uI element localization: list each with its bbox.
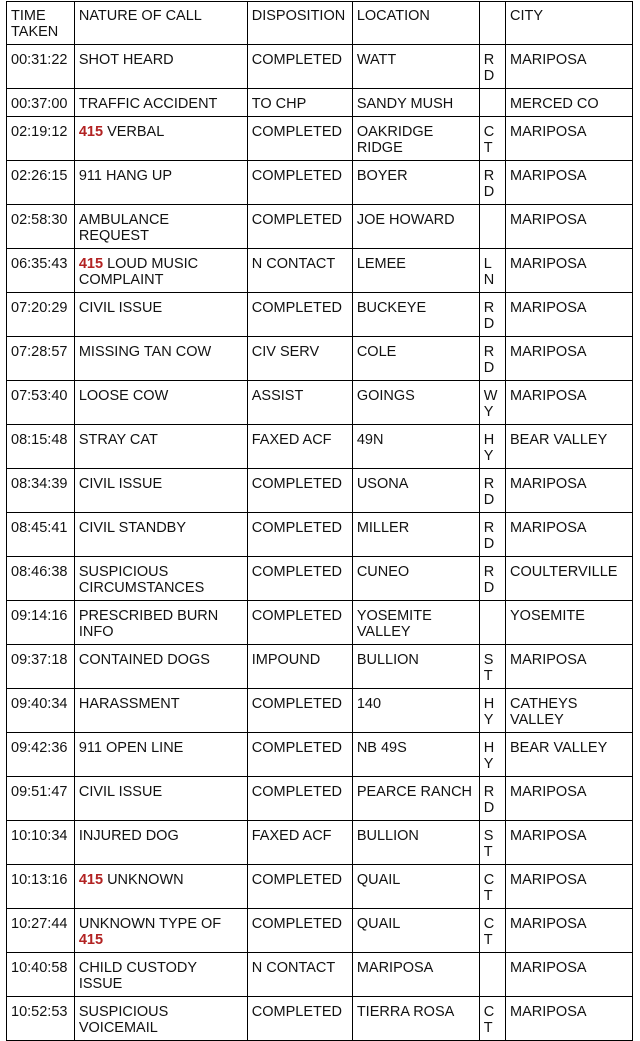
nature-text: 911 OPEN LINE <box>78 740 184 756</box>
cell-city: MARIPOSA <box>506 293 633 337</box>
cell-street-suffix: RD <box>479 513 505 557</box>
cell-city: MARIPOSA <box>506 337 633 381</box>
cell-location: YOSEMITE VALLEY <box>352 601 479 645</box>
header-row <box>7 2 633 45</box>
cell-location: MARIPOSA <box>352 953 479 997</box>
cell-street-suffix: RD <box>479 337 505 381</box>
table-row <box>7 953 633 997</box>
nature-text: CHILD CUSTODY ISSUE <box>78 960 197 992</box>
cell-time-taken: 02:19:12 <box>7 117 75 161</box>
nature-text: PRESCRIBED BURN INFO <box>78 608 219 640</box>
cell-street-suffix: CT <box>479 997 505 1041</box>
cell-time-taken: 10:52:53 <box>7 997 75 1041</box>
call-code: 415 <box>78 872 104 888</box>
call-code: 415 <box>78 256 104 272</box>
header-city: CITY <box>506 2 633 45</box>
nature-text: VERBAL <box>103 124 165 140</box>
cell-street-suffix: RD <box>479 777 505 821</box>
cell-city: MARIPOSA <box>506 249 633 293</box>
cell-location: PEARCE RANCH <box>352 777 479 821</box>
table-row <box>7 205 633 249</box>
cell-time-taken: 07:53:40 <box>7 381 75 425</box>
cell-nature-of-call <box>74 117 247 161</box>
table-row <box>7 821 633 865</box>
cell-street-suffix: RD <box>479 469 505 513</box>
cell-disposition: COMPLETED <box>247 117 352 161</box>
cell-city: COULTERVILLE <box>506 557 633 601</box>
cell-nature-of-call <box>74 777 247 821</box>
table-row <box>7 909 633 953</box>
table-row <box>7 337 633 381</box>
call-code: 415 <box>78 124 104 140</box>
cell-nature-of-call <box>74 601 247 645</box>
cell-time-taken: 00:31:22 <box>7 45 75 89</box>
nature-text: CONTAINED DOGS <box>78 652 210 668</box>
cell-location: GOINGS <box>352 381 479 425</box>
cell-time-taken: 07:28:57 <box>7 337 75 381</box>
cell-location: CUNEO <box>352 557 479 601</box>
table-row <box>7 997 633 1041</box>
cell-city: MARIPOSA <box>506 645 633 689</box>
nature-text: LOOSE COW <box>78 388 169 404</box>
cell-city: MARIPOSA <box>506 865 633 909</box>
cell-street-suffix: LN <box>479 249 505 293</box>
cell-street-suffix: RD <box>479 161 505 205</box>
cell-city: MARIPOSA <box>506 381 633 425</box>
cell-location: NB 49S <box>352 733 479 777</box>
cell-city: MARIPOSA <box>506 469 633 513</box>
header-time-taken: TIME TAKEN <box>7 2 75 45</box>
cell-street-suffix <box>479 953 505 997</box>
cell-street-suffix: RD <box>479 557 505 601</box>
cell-nature-of-call <box>74 557 247 601</box>
nature-text: CIVIL ISSUE <box>78 300 163 316</box>
table-row <box>7 45 633 89</box>
cell-time-taken: 08:34:39 <box>7 469 75 513</box>
cell-city: MARIPOSA <box>506 909 633 953</box>
table-row <box>7 865 633 909</box>
nature-text: TRAFFIC ACCIDENT <box>78 96 218 112</box>
cell-time-taken: 10:40:58 <box>7 953 75 997</box>
table-row <box>7 645 633 689</box>
table-row <box>7 381 633 425</box>
cell-disposition: COMPLETED <box>247 469 352 513</box>
header-suffix <box>479 2 505 45</box>
cell-location: BUCKEYE <box>352 293 479 337</box>
cell-time-taken: 00:37:00 <box>7 89 75 117</box>
cell-location: 140 <box>352 689 479 733</box>
cell-location: COLE <box>352 337 479 381</box>
cell-nature-of-call <box>74 381 247 425</box>
cell-city: MARIPOSA <box>506 205 633 249</box>
nature-text: SUSPICIOUS CIRCUMSTANCES <box>78 564 205 596</box>
nature-text: STRAY CAT <box>78 432 158 448</box>
table-row <box>7 249 633 293</box>
table-row <box>7 557 633 601</box>
cell-nature-of-call <box>74 89 247 117</box>
cell-nature-of-call <box>74 909 247 953</box>
cell-disposition: ASSIST <box>247 381 352 425</box>
cell-disposition: TO CHP <box>247 89 352 117</box>
cell-city: MARIPOSA <box>506 45 633 89</box>
nature-text: SHOT HEARD <box>78 52 174 68</box>
nature-text: UNKNOWN TYPE OF <box>78 916 222 932</box>
nature-text: CIVIL ISSUE <box>78 476 163 492</box>
cell-disposition: COMPLETED <box>247 601 352 645</box>
cell-nature-of-call <box>74 161 247 205</box>
cell-street-suffix: RD <box>479 45 505 89</box>
cell-time-taken: 09:51:47 <box>7 777 75 821</box>
cell-time-taken: 09:42:36 <box>7 733 75 777</box>
cell-disposition: N CONTACT <box>247 249 352 293</box>
cell-street-suffix <box>479 89 505 117</box>
cell-nature-of-call <box>74 45 247 89</box>
cell-city: MARIPOSA <box>506 777 633 821</box>
cell-nature-of-call <box>74 645 247 689</box>
cell-street-suffix: RD <box>479 293 505 337</box>
cell-time-taken: 08:46:38 <box>7 557 75 601</box>
cell-city: YOSEMITE <box>506 601 633 645</box>
cell-disposition: COMPLETED <box>247 865 352 909</box>
cell-street-suffix: CT <box>479 117 505 161</box>
cell-city: MARIPOSA <box>506 513 633 557</box>
cell-location: BULLION <box>352 821 479 865</box>
nature-text: HARASSMENT <box>78 696 180 712</box>
cell-street-suffix: HY <box>479 425 505 469</box>
cell-time-taken: 09:37:18 <box>7 645 75 689</box>
cell-street-suffix: HY <box>479 733 505 777</box>
cell-nature-of-call <box>74 249 247 293</box>
cell-location: WATT <box>352 45 479 89</box>
cell-disposition: COMPLETED <box>247 557 352 601</box>
cell-location: QUAIL <box>352 909 479 953</box>
cell-city: CATHEYS VALLEY <box>506 689 633 733</box>
cell-city: MARIPOSA <box>506 117 633 161</box>
cell-location: MILLER <box>352 513 479 557</box>
cell-disposition: FAXED ACF <box>247 425 352 469</box>
cell-time-taken: 10:27:44 <box>7 909 75 953</box>
cell-time-taken: 02:58:30 <box>7 205 75 249</box>
cell-disposition: COMPLETED <box>247 205 352 249</box>
cell-nature-of-call <box>74 865 247 909</box>
cell-disposition: COMPLETED <box>247 293 352 337</box>
cell-location: OAKRIDGE RIDGE <box>352 117 479 161</box>
cell-disposition: COMPLETED <box>247 689 352 733</box>
cell-time-taken: 10:10:34 <box>7 821 75 865</box>
table-row <box>7 469 633 513</box>
cell-time-taken: 09:14:16 <box>7 601 75 645</box>
cell-disposition: COMPLETED <box>247 733 352 777</box>
nature-text: UNKNOWN <box>103 872 184 888</box>
cell-time-taken: 02:26:15 <box>7 161 75 205</box>
nature-text: 911 HANG UP <box>78 168 173 184</box>
header-disposition: DISPOSITION <box>247 2 352 45</box>
cell-time-taken: 09:40:34 <box>7 689 75 733</box>
cell-disposition: COMPLETED <box>247 45 352 89</box>
cell-city: BEAR VALLEY <box>506 425 633 469</box>
cell-nature-of-call <box>74 997 247 1041</box>
table-row <box>7 513 633 557</box>
call-log-body <box>7 45 633 1041</box>
cell-street-suffix: CT <box>479 909 505 953</box>
cell-disposition: IMPOUND <box>247 645 352 689</box>
table-row <box>7 89 633 117</box>
cell-nature-of-call <box>74 425 247 469</box>
cell-street-suffix <box>479 205 505 249</box>
cell-nature-of-call <box>74 205 247 249</box>
cell-street-suffix: ST <box>479 645 505 689</box>
cell-disposition: COMPLETED <box>247 909 352 953</box>
cell-disposition: COMPLETED <box>247 997 352 1041</box>
cell-disposition: COMPLETED <box>247 513 352 557</box>
cell-city: MERCED CO <box>506 89 633 117</box>
cell-disposition: N CONTACT <box>247 953 352 997</box>
table-row <box>7 733 633 777</box>
header-location: LOCATION <box>352 2 479 45</box>
table-row <box>7 161 633 205</box>
cell-location: TIERRA ROSA <box>352 997 479 1041</box>
nature-text: INJURED DOG <box>78 828 179 844</box>
cell-street-suffix: ST <box>479 821 505 865</box>
table-row <box>7 293 633 337</box>
cell-street-suffix: CT <box>479 865 505 909</box>
cell-disposition: COMPLETED <box>247 161 352 205</box>
cell-city: MARIPOSA <box>506 953 633 997</box>
cell-time-taken: 08:15:48 <box>7 425 75 469</box>
cell-nature-of-call <box>74 821 247 865</box>
table-row <box>7 425 633 469</box>
cell-location: USONA <box>352 469 479 513</box>
call-log-table <box>6 1 633 1041</box>
cell-location: LEMEE <box>352 249 479 293</box>
cell-time-taken: 10:13:16 <box>7 865 75 909</box>
nature-text: MISSING TAN COW <box>78 344 212 360</box>
cell-nature-of-call <box>74 513 247 557</box>
cell-nature-of-call <box>74 469 247 513</box>
cell-nature-of-call <box>74 293 247 337</box>
cell-disposition: FAXED ACF <box>247 821 352 865</box>
table-row <box>7 777 633 821</box>
nature-text: CIVIL STANDBY <box>78 520 187 536</box>
call-code: 415 <box>78 932 104 948</box>
cell-street-suffix: HY <box>479 689 505 733</box>
nature-text: AMBULANCE REQUEST <box>78 212 170 244</box>
cell-city: MARIPOSA <box>506 161 633 205</box>
cell-nature-of-call <box>74 733 247 777</box>
cell-disposition: COMPLETED <box>247 777 352 821</box>
cell-location: QUAIL <box>352 865 479 909</box>
cell-nature-of-call <box>74 953 247 997</box>
cell-time-taken: 07:20:29 <box>7 293 75 337</box>
table-row <box>7 117 633 161</box>
cell-nature-of-call <box>74 337 247 381</box>
cell-city: MARIPOSA <box>506 821 633 865</box>
cell-location: JOE HOWARD <box>352 205 479 249</box>
cell-nature-of-call <box>74 689 247 733</box>
header-nature-of-call: NATURE OF CALL <box>74 2 247 45</box>
cell-time-taken: 06:35:43 <box>7 249 75 293</box>
nature-text: SUSPICIOUS VOICEMAIL <box>78 1004 169 1036</box>
nature-text: LOUD MUSIC COMPLAINT <box>78 256 199 288</box>
nature-text: CIVIL ISSUE <box>78 784 163 800</box>
cell-city: MARIPOSA <box>506 997 633 1041</box>
cell-disposition: CIV SERV <box>247 337 352 381</box>
cell-location: SANDY MUSH <box>352 89 479 117</box>
cell-city: BEAR VALLEY <box>506 733 633 777</box>
cell-time-taken: 08:45:41 <box>7 513 75 557</box>
table-row <box>7 689 633 733</box>
cell-street-suffix: WY <box>479 381 505 425</box>
cell-location: BULLION <box>352 645 479 689</box>
cell-location: BOYER <box>352 161 479 205</box>
cell-street-suffix <box>479 601 505 645</box>
cell-location: 49N <box>352 425 479 469</box>
table-row <box>7 601 633 645</box>
